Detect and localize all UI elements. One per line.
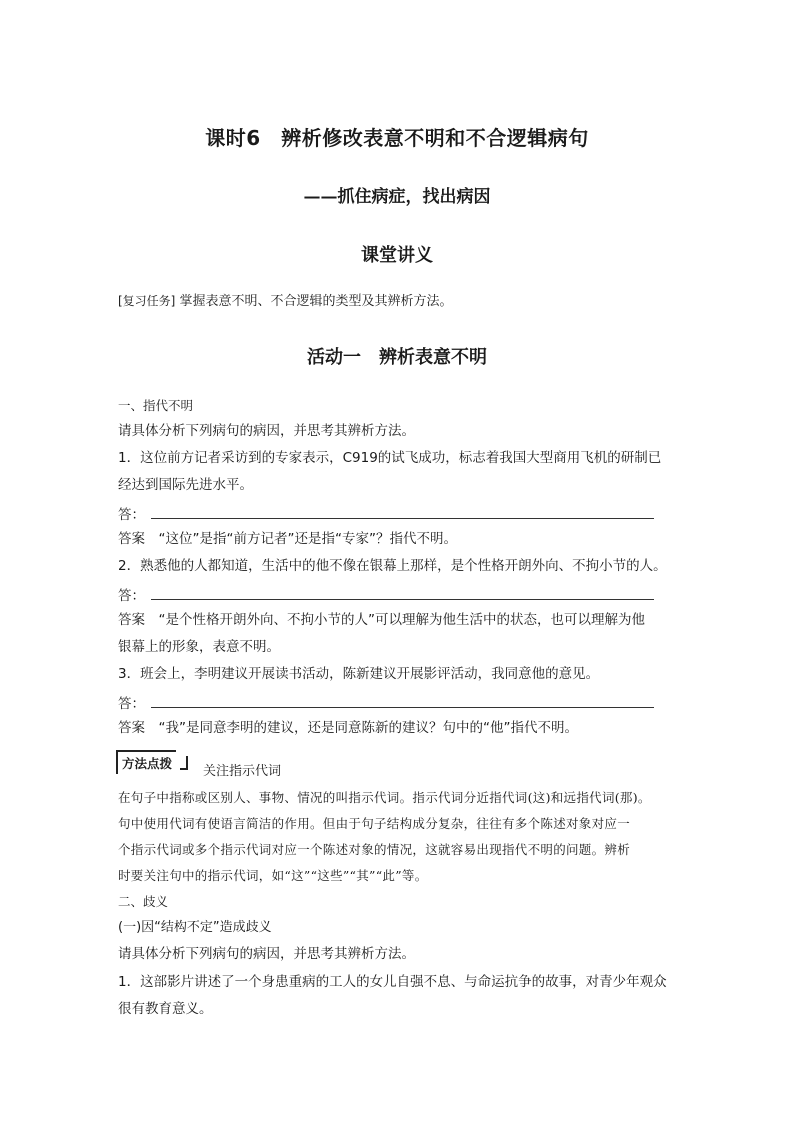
page-subtitle: ——抓住病症，找出病因 (303, 187, 491, 207)
question-2: 2．熟悉他的人都知道，生活中的他不像在银幕上那样，是个性格开朗外向、不拘小节的人。 (118, 558, 667, 574)
instruction-text: 请具体分析下列病句的病因，并思考其辨析方法。 (118, 423, 415, 439)
method-tag-bracket (180, 756, 188, 770)
question-1-line-1: 1．这位前方记者采访到的专家表示，C919的试飞成功，标志着我国大型商用飞机的研制已 (118, 450, 662, 466)
page-title: 课时6 辨析修改表意不明和不合逻辑病句 (205, 126, 589, 150)
answer-blank-3 (118, 692, 654, 712)
subsection-heading: 一、指代不明 (118, 398, 194, 413)
answer-underline (151, 585, 654, 600)
answer-prompt: 答： (118, 588, 145, 604)
method-title: 关注指示代词 (203, 764, 282, 779)
answer-1: 答案 “这位”是指“前方记者”还是指“专家”？指代不明。 (118, 531, 457, 547)
section-heading: 课堂讲义 (361, 245, 433, 266)
answer-prompt: 答： (118, 696, 145, 712)
method-text-line-1: 在句子中指称或区别人、事物、情况的叫指示代词。指示代词分近指代词(这)和远指代词(那)。 (118, 790, 651, 805)
review-task (118, 290, 453, 309)
answer-blank-2 (118, 584, 654, 604)
subsection-heading-2a: (一)因“结构不定”造成歧义 (118, 920, 272, 935)
answer-2-line-2: 银幕上的形象，表意不明。 (118, 639, 280, 655)
answer-3: 答案 “我”是同意李明的建议，还是同意陈新的建议？句中的“他”指代不明。 (118, 720, 578, 736)
instruction-text-2: 请具体分析下列病句的病因，并思考其辨析方法。 (118, 946, 415, 962)
question-4-line-1: 1．这部影片讲述了一个身患重病的工人的女儿自强不息、与命运抗争的故事，对青少年观众 (118, 974, 667, 990)
answer-prompt: 答： (118, 507, 145, 523)
question-3: 3．班会上，李明建议开展读书活动，陈新建议开展影评活动，我同意他的意见。 (118, 666, 600, 682)
review-task-text: 掌握表意不明、不合逻辑的类型及其辨析方法。 (179, 294, 453, 309)
answer-2-line-1: 答案 “是个性格开朗外向、不拘小节的人”可以理解为他生活中的状态，也可以理解为他 (118, 612, 645, 628)
method-text-line-4: 时要关注句中的指示代词，如“这”“这些”“其”“此”等。 (118, 868, 428, 883)
method-text-line-2: 句中使用代词有使语言简洁的作用。但由于句子结构成分复杂，往往有多个陈述对象对应一 (118, 816, 631, 831)
answer-blank-1 (118, 503, 654, 523)
method-tag: 方法点拨 (116, 750, 176, 774)
question-1-line-2: 经达到国际先进水平。 (118, 477, 253, 493)
review-task-tag: [复习任务] (118, 294, 176, 308)
question-4-line-2: 很有教育意义。 (118, 1001, 213, 1017)
answer-underline (151, 504, 654, 519)
activity-heading: 活动一 辨析表意不明 (307, 347, 487, 368)
answer-underline (151, 693, 654, 708)
method-text-line-3: 个指示代词或多个指示代词对应一个陈述对象的情况，这就容易出现指代不明的问题。辨析 (118, 842, 631, 857)
subsection-heading-2: 二、歧义 (118, 894, 169, 909)
